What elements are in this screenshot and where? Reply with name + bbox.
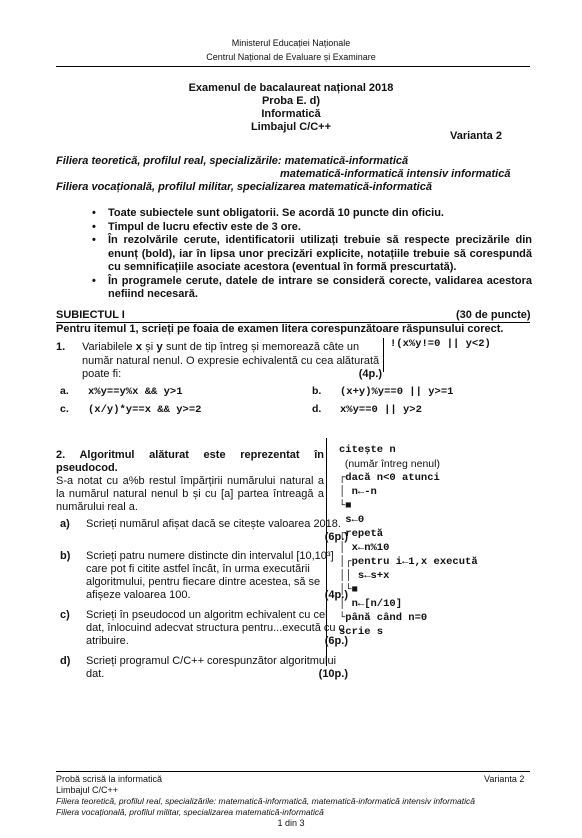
q2-item-a [60,518,348,544]
exam-subject: Informatică [261,108,321,120]
q1-text-part: sunt de tip întreg și memorează câte un număr natural nenul. O expresie echivalentă cu cea alăturată poate fi: [82,341,380,380]
option-code: (x/y)*y==x && y>=2 [88,404,202,416]
item-text: Scrieți în pseudocod un algoritm echivalent cu cel dat, înlocuind adecvat structura pentru...execută cu o atribuire. [86,609,345,647]
exam-proba: Proba E. d) [261,95,321,107]
section-title: SUBIECTUL I [56,309,125,321]
q1-expression: !(x%y!=0 || y<2) [383,338,491,372]
footer-right-1: Varianta 2 [484,774,525,784]
algo-line: └până când n=0 [339,612,428,624]
q2-item-c [60,609,348,648]
option-code: x%y==0 || y>2 [340,404,422,416]
item-text: Scrieți numărul afișat dacă se citește valoarea 2018. [86,518,341,530]
option-label: c. [60,403,69,415]
stream-line-2: matematică-informatică intensiv informatică [280,168,511,180]
algo-line: │ n←[n/10] [339,598,403,610]
variant-label: Varianta 2 [450,130,502,142]
exam-language: Limbajul C/C++ [250,121,332,133]
q2-item-d [60,655,348,681]
q2-item-b [60,550,348,602]
footer-line-4: Filiera vocațională, profilul militar, specializarea matematică-informatică [56,807,324,817]
q2-intro [56,449,324,514]
algo-line: scrie s [339,626,384,638]
algo-line: ┌dacă n<0 atunci [339,472,440,484]
stream-line-1: Filiera teoretică, profilul real, specializările: matematică-informatică [56,155,409,167]
ministry-name: Ministerul Educației Naționale [231,38,351,48]
item-letter: b) [60,550,71,562]
q1-text [82,341,382,381]
algo-line: │ x←n%10 [339,542,390,554]
item-letter: c) [60,609,70,621]
q1-var-x: x [135,342,143,354]
option-code: x%y==y%x && y>1 [88,386,183,398]
algo-line: │ n←-n [339,486,377,498]
footer-left-1: Probă scrisă la informatică [56,774,163,784]
q2-intro-bold: Algoritmul alăturat este reprezentat în pseudocod. [56,449,324,474]
stream-line-3: Filiera vocațională, profilul militar, specializarea matematică-informatică [56,181,432,193]
q1-option-d [312,403,422,416]
item-text: Scrieți programul C/C++ corespunzător algoritmului dat. [86,655,337,680]
option-code: (x+y)%y==0 || y>=1 [340,386,454,398]
q1-option-c [60,403,201,416]
page-number: 1 din 3 [277,818,305,828]
exam-title: Examenul de bacalaureat național 2018 [188,82,394,94]
section-points: (30 de puncte) [456,309,531,321]
q1-text-part: Variabilele [82,341,136,353]
q1-text-part: și [142,341,157,353]
q2-number: 2. [56,449,66,461]
instruction-item: • Toate subiectele sunt obligatorii. Se acordă 10 puncte din oficiu. [92,207,532,221]
section-instruction: Pentru itemul 1, scrieți pe foaia de examen litera corespunzătoare răspunsului corect. [56,323,504,335]
option-label: b. [312,385,322,397]
algo-line: │┌pentru i←1,x execută [339,556,478,568]
q2-heading [56,449,324,475]
q1-option-a [60,385,183,398]
algo-line: s←0 [339,514,365,526]
item-letter: a) [60,518,70,530]
item-points: (10p.) [318,668,348,680]
algo-line: ┌repetă [339,528,384,540]
option-label: d. [312,403,322,415]
algo-line: └■ [339,500,352,512]
item-points: (6p.) [324,635,348,647]
instruction-item: • Timpul de lucru efectiv este de 3 ore. [92,221,532,235]
q1-option-b [312,385,453,398]
q2-intro-text: S-a notat cu a%b restul împărțirii numărului natural a la numărul natural nenul b și cu [a] partea întreagă a numărului real a. [56,475,324,513]
footer-left-2: Limbajul C/C++ [56,785,119,795]
center-name: Centrul Național de Evaluare și Examinare [206,52,376,62]
instructions-list [92,207,532,302]
option-label: a. [60,385,69,397]
header-divider [56,66,530,67]
item-letter: d) [60,655,71,667]
item-points: (6p.) [324,531,348,543]
item-points: (4p.) [324,589,348,601]
algo-line: citește n [339,444,396,456]
instruction-item: • În programele cerute, datele de intrare se consideră corecte, validarea acestora nefiind necesară. [92,275,532,302]
instruction-item: • În rezolvările cerute, identificatorii utilizați trebuie să respecte precizările din enunț (bold), iar în lipsa unor precizări explicite, notațiile trebuie să corespundă cu semnificațiile asociate acestora (eventual în formă prescurtată). [92,234,532,275]
footer-divider [56,771,530,772]
q1-var-y: y [156,342,163,354]
q1-points: (4p.) [358,368,382,380]
algo-line: (număr întreg nenul) [339,458,440,470]
footer-line-3: Filiera teoretică, profilul real, specializările: matematică-informatică, matematică-informatică intensiv informatică [56,796,476,806]
item-text: Scrieți patru numere distincte din intervalul [10,10³] care pot fi citite astfel încât, în urma executării algoritmului, pentru fiecare dintre acestea, să se afișeze valoarea 100. [86,550,334,601]
q1-number: 1. [56,341,66,353]
algo-line: ││ s←s+x [339,570,390,582]
algo-line: │└■ [339,584,358,596]
